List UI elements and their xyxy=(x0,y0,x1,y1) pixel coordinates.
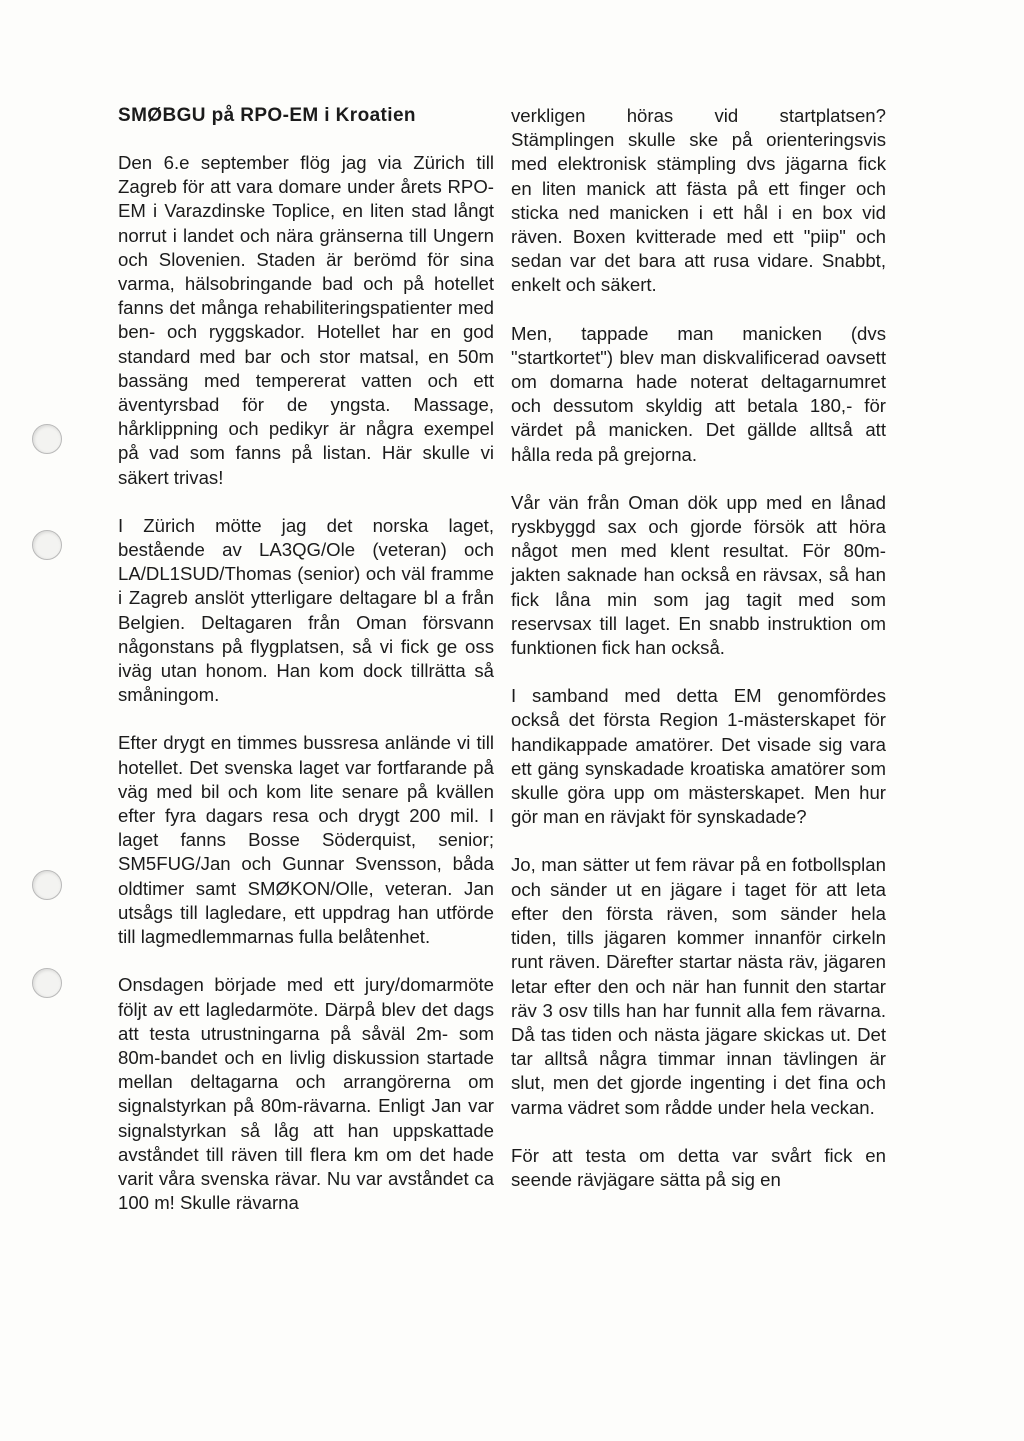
left-column xyxy=(118,104,494,1239)
paragraph: Jo, man sätter ut fem rävar på en fotbollsplan och sänder ut en jägare i taget för att leta efter den första räven, som sänder hela tiden, tills jägaren kommer innanför cirkeln runt räven. Därefter startar nästa räv, jägaren letar efter den och när han funnit den startar räv 3 osv tills han har funnit alla fem rävarna. Då tas tiden och nästa jägare skickas ut. Det tar alltså några timmar innan tävlingen är slut, men det gjorde ingenting i det fina och varma vädret som rådde under hela veckan. xyxy=(511,854,886,1118)
paragraph: För att testa om detta var svårt fick en seende rävjägare sätta på sig en xyxy=(511,1144,886,1190)
paragraph: Den 6.e september flög jag via Zürich till Zagreb för att vara domare under årets RPO-EM i Varazdinske Toplice, en liten stad långt norrut i landet och nära gränserna till Ungern och Slovenien. Staden är berömd för sina varma, hälsobringande bad och på hotellet fanns det många rehabiliteringspatienter med ben- och ryggskador. Hotellet har en god standard med bar och stor matsal, en 50m bassäng med tempererat vatten och ett äventyrsbad för de yngsta. Massage, hårklippning och pedikyr är några exempel på vad som fanns på listan. Här skulle vi säkert trivas! xyxy=(118,152,494,488)
paragraph: I Zürich mötte jag det norska laget, bestående av LA3QG/Ole (veteran) och LA/DL1SUD/Thomas (senior) och väl framme i Zagreb anslöt ytterligare deltagare bl a från Belgien. Deltagaren från Oman försvann någonstans på flygplatsen, så vi fick ge oss iväg utan honom. Han kom dock tillrätta så småningom. xyxy=(118,514,494,706)
paragraph: I samband med detta EM genomfördes också det första Region 1-mästerskapet för handikappade amatörer. Det visade sig vara ett gäng synskadade kroatiska amatörer som skulle göra upp om mästerskapet. Men hur gör man en rävjakt för synskadade? xyxy=(511,685,886,828)
binder-hole-3 xyxy=(32,870,62,900)
paragraph: verkligen höras vid startplatsen? Stämplingen skulle ske på orienteringsvis med elektronisk stämpling dvs jägarna fick en liten manick att fästa på ett finger och sticka ned manicken i ett hål i en box vid räven. Boxen kvitterade med ett "piip" och sedan var det bara att rusa vidare. Snabbt, enkelt och säkert. xyxy=(511,105,886,296)
binder-hole-2 xyxy=(32,530,62,560)
paragraph: Onsdagen började med ett jury/domarmöte följt av ett lagledarmöte. Därpå blev det dags att testa utrustningarna på såväl 2m- som 80m-bandet och en livlig diskussion startade mellan deltagarna och arrangörerna om signalstyrkan på 80m-rävarna. Enligt Jan var signalstyrkan så låg att han uppskattade avståndet till räven till flera km om det hade varit våra svenska rävar. Nu var avståndet ca 100 m! Skulle rävarna xyxy=(118,974,494,1214)
paragraph: Men, tappade man manicken (dvs "startkortet") blev man diskvalificerad oavsett om domarna hade noterat deltagarnumret och dessutom skyldig att betala 180,- för värdet på manicken. Det gällde alltså att hålla reda på grejorna. xyxy=(511,322,886,465)
binder-hole-4 xyxy=(32,968,62,998)
binder-hole-1 xyxy=(32,424,62,454)
article-title: SMØBGU på RPO-EM i Kroatien xyxy=(118,105,416,126)
paragraph: Efter drygt en timmes bussresa anlände vi till hotellet. Det svenska laget var fortfarande på väg med bil och kom lite senare på kvällen efter fyra dagars resa och drygt 200 mil. I laget fanns Bosse Söderquist, senior; SM5FUG/Jan och Gunnar Svensson, båda oldtimer samt SMØKON/Olle, veteran. Jan utsågs till lagledare, ett uppdrag han utförde till lagmedlemmarnas fulla belåtenhet. xyxy=(118,732,494,948)
paragraph: Vår vän från Oman dök upp med en lånad ryskbyggd sax och gjorde försök att höra något men med klent resultat. För 80m-jakten saknade han också en rävsax, så han fick låna min som jag tagit med som reservsax till laget. En snabb instruktion om funktionen fick han också. xyxy=(511,491,886,659)
right-column xyxy=(511,104,886,1216)
